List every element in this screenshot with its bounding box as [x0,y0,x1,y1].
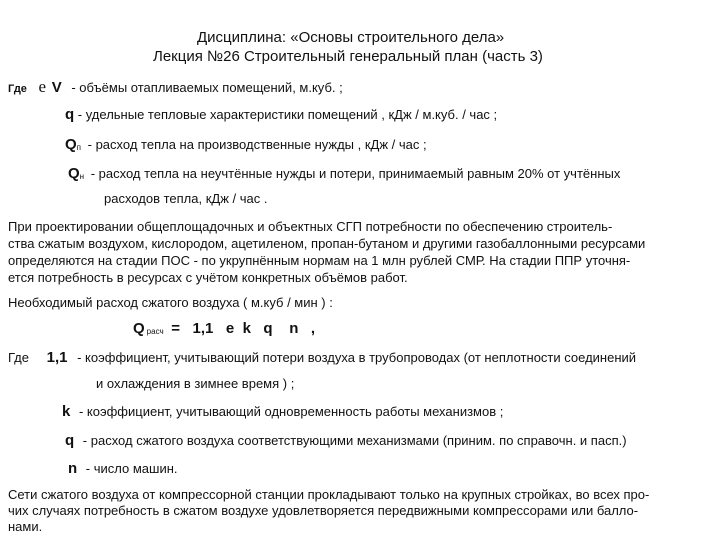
var-qn-description-cont: расходов тепла, кДж / час . [104,191,268,206]
para1-line: определяются на стадии ПОС - по укрупнённым нормам на 1 млн рублей СМР. На стадии ППР уточня- [8,253,631,268]
where-row-coef [8,350,636,366]
row-qn [68,166,620,185]
where-row-v [8,79,343,97]
para3-line: Сети сжатого воздуха от компрессорной станции прокладывают только на крупных стройках, во всех про- [8,487,650,502]
var-qn: Q [68,165,80,182]
var-q: q [65,106,75,123]
para1-line: При проектировании общеплощадочных и объектных СГП потребности по обеспечению строитель- [8,219,613,234]
row-k [62,404,503,420]
para3-line: чих случаях потребность в сжатом воздухе удовлетворяется передвижными компрессорами или балло- [8,503,639,518]
row-qp [65,137,427,156]
formula-rhs: = 1,1 е k q n , [171,320,316,337]
var-q2: q [65,432,75,449]
formula-q: Q [133,320,145,337]
var-qn-description: - расход тепла на неучтённые нужды и потери, принимаемый равным 20% от учтённых [90,166,621,181]
coef-1-1: 1,1 [46,349,68,366]
var-k-description: - коэффициент, учитывающий одновременность работы механизмов ; [78,404,504,419]
var-e: е [38,77,47,96]
coef-1-1-description: - коэффициент, учитывающий потери воздуха в трубопроводах (от неплотности соединений [77,350,637,365]
para3-line: нами. [8,519,43,534]
discipline-title: Дисциплина: «Основы строительного дела» [197,29,505,46]
formula-subscript: расч [146,327,164,336]
var-q-description: - удельные тепловые характеристики помещений , кДж / м.куб. / час ; [77,107,498,122]
where-label: Где [8,83,27,95]
var-q2-description: - расход сжатого воздуха соответствующими механизмами (приним. по справочн. и пасп.) [82,433,627,448]
var-qp-subscript: п [76,143,82,152]
var-n-description: - число машин. [85,461,178,476]
lecture-title: Лекция №26 Строительный генеральный план (часть 3) [153,48,543,65]
var-n: n [68,460,78,477]
var-qn-subscript: н [79,172,85,181]
var-qp: Q [65,136,77,153]
para1-line: ется потребность в ресурсах с учётом конкретных объёмов работ. [8,270,408,285]
para2: Необходимый расход сжатого воздуха ( м.куб / мин ) : [8,295,333,310]
para1-line: ства сжатым воздухом, кислородом, ацетиленом, пропан-бутаном и другими газобаллонными ресурсами [8,236,646,251]
var-v: V [51,79,62,96]
row-q2 [65,433,627,449]
coef-1-1-description-cont: и охлаждения в зимнее время ) ; [96,376,295,391]
var-qp-description: - расход тепла на производственные нужды , кДж / час ; [87,137,427,152]
row-n [68,461,178,477]
formula [133,321,315,340]
row-q [65,107,497,123]
var-k: k [62,403,71,420]
var-v-description: - объёмы отапливаемых помещений, м.куб. ; [71,80,343,95]
where-label-2: Где [8,350,29,365]
